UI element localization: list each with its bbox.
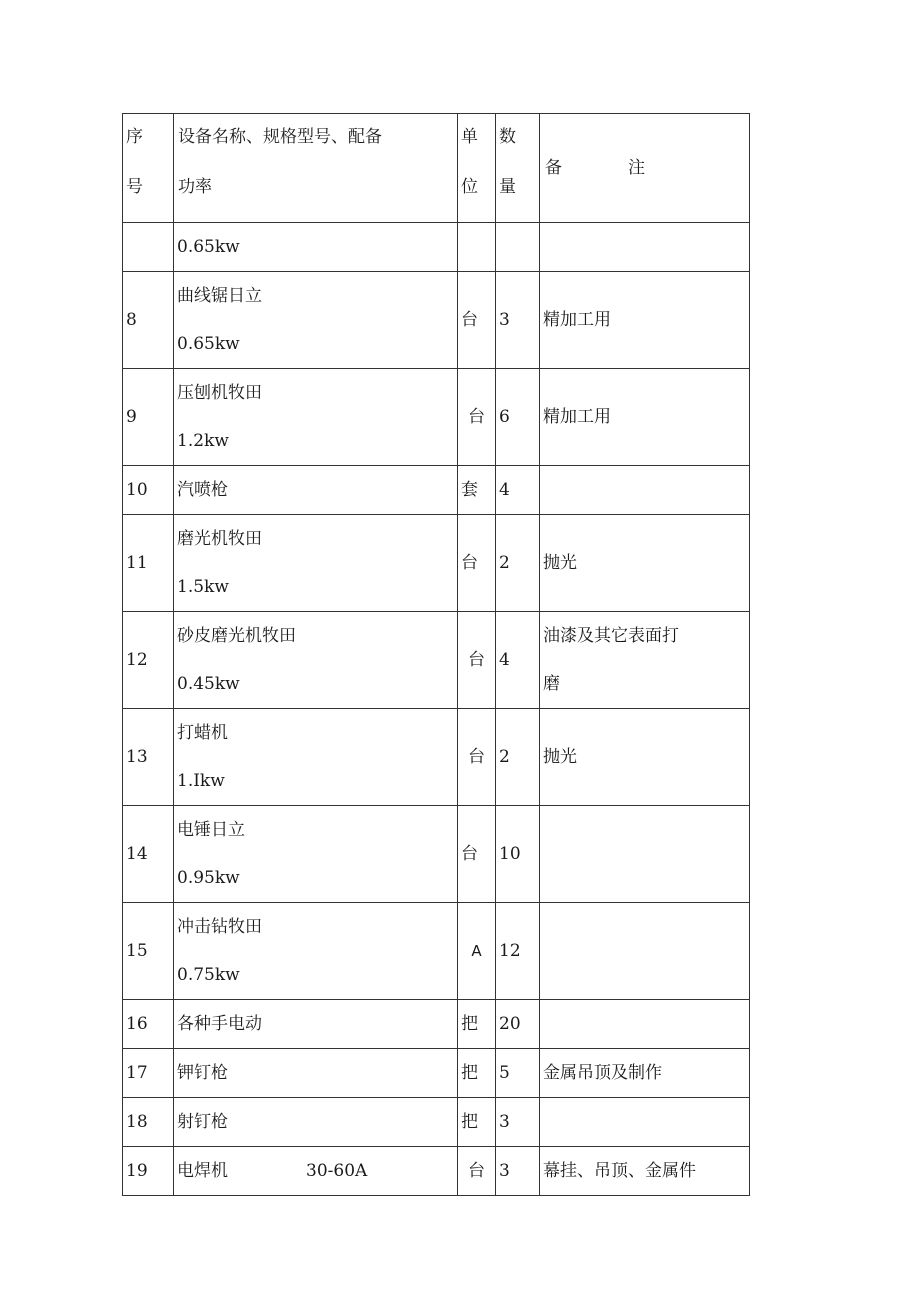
table-cell: 砂皮磨光机牧田 0.45kw <box>174 612 458 709</box>
table-cell: 0.65kw <box>174 223 458 272</box>
table-cell: 台 <box>458 806 496 903</box>
table-cell: 台 <box>458 612 496 709</box>
table-cell <box>540 806 750 903</box>
table-cell <box>496 223 540 272</box>
table-cell: 台 <box>458 369 496 466</box>
table-cell: 8 <box>123 272 174 369</box>
table-cell: 冲击钻牧田 0.75kw <box>174 903 458 1000</box>
table-cell: 磨光机牧田 1.5kw <box>174 515 458 612</box>
table-cell: 电锤日立 0.95kw <box>174 806 458 903</box>
table-cell: 20 <box>496 1000 540 1049</box>
table-row <box>123 709 750 806</box>
table-cell: 5 <box>496 1049 540 1098</box>
table-cell: 4 <box>496 612 540 709</box>
table-cell: 各种手电动 <box>174 1000 458 1049</box>
table-row <box>123 369 750 466</box>
table-cell: 2 <box>496 515 540 612</box>
table-cell: 射钉枪 <box>174 1098 458 1147</box>
table-cell: 19 <box>123 1147 174 1196</box>
table-cell: 抛光 <box>540 709 750 806</box>
header-name: 设备名称、规格型号、配备 功率 <box>174 114 458 223</box>
table-row <box>123 515 750 612</box>
table-cell: 台 <box>458 1147 496 1196</box>
table-header-row <box>123 114 750 223</box>
table-cell: 4 <box>496 466 540 515</box>
table-cell: 10 <box>123 466 174 515</box>
table-cell: 台 <box>458 515 496 612</box>
table-row <box>123 806 750 903</box>
table-cell <box>540 223 750 272</box>
table-cell: A <box>458 903 496 1000</box>
table-cell: 11 <box>123 515 174 612</box>
table-row <box>123 612 750 709</box>
table-cell <box>458 223 496 272</box>
table-cell: 金属吊顶及制作 <box>540 1049 750 1098</box>
table-cell: 15 <box>123 903 174 1000</box>
table-cell: 套 <box>458 466 496 515</box>
table-row <box>123 1000 750 1049</box>
table-row <box>123 223 750 272</box>
table-cell: 3 <box>496 1098 540 1147</box>
table-cell: 台 <box>458 272 496 369</box>
header-no: 序 号 <box>123 114 174 223</box>
table-cell: 油漆及其它表面打 磨 <box>540 612 750 709</box>
table-cell: 3 <box>496 272 540 369</box>
table-cell: 3 <box>496 1147 540 1196</box>
table-cell <box>540 466 750 515</box>
equipment-table <box>122 113 750 1196</box>
table-cell: 幕挂、吊顶、金属件 <box>540 1147 750 1196</box>
table-row <box>123 272 750 369</box>
table-cell: 精加工用 <box>540 369 750 466</box>
table-cell: 14 <box>123 806 174 903</box>
table-cell: 曲线锯日立 0.65kw <box>174 272 458 369</box>
table-cell: 6 <box>496 369 540 466</box>
table-cell: 把 <box>458 1049 496 1098</box>
table-cell: 压刨机牧田 1.2kw <box>174 369 458 466</box>
table-row <box>123 1049 750 1098</box>
table-cell <box>540 1098 750 1147</box>
table-cell: 2 <box>496 709 540 806</box>
table-cell: 钾钉枪 <box>174 1049 458 1098</box>
table-cell: 12 <box>496 903 540 1000</box>
table-cell: 抛光 <box>540 515 750 612</box>
table-cell: 13 <box>123 709 174 806</box>
table-cell: 12 <box>123 612 174 709</box>
table-cell: 把 <box>458 1000 496 1049</box>
table-cell: 精加工用 <box>540 272 750 369</box>
table-row <box>123 1147 750 1196</box>
table-cell <box>540 903 750 1000</box>
table-cell: 打蜡机 1.Ikw <box>174 709 458 806</box>
table-cell: 10 <box>496 806 540 903</box>
header-note: 备 注 <box>540 114 750 223</box>
table-row <box>123 1098 750 1147</box>
table-cell: 台 <box>458 709 496 806</box>
table-cell: 把 <box>458 1098 496 1147</box>
table-cell <box>540 1000 750 1049</box>
table-cell <box>123 223 174 272</box>
table-cell: 17 <box>123 1049 174 1098</box>
header-unit: 单 位 <box>458 114 496 223</box>
table-cell: 16 <box>123 1000 174 1049</box>
table-cell: 9 <box>123 369 174 466</box>
table-row <box>123 466 750 515</box>
table-cell: 汽喷枪 <box>174 466 458 515</box>
header-qty: 数 量 <box>496 114 540 223</box>
table-cell: 电焊机 30-60A <box>174 1147 458 1196</box>
table-row <box>123 903 750 1000</box>
table-cell: 18 <box>123 1098 174 1147</box>
